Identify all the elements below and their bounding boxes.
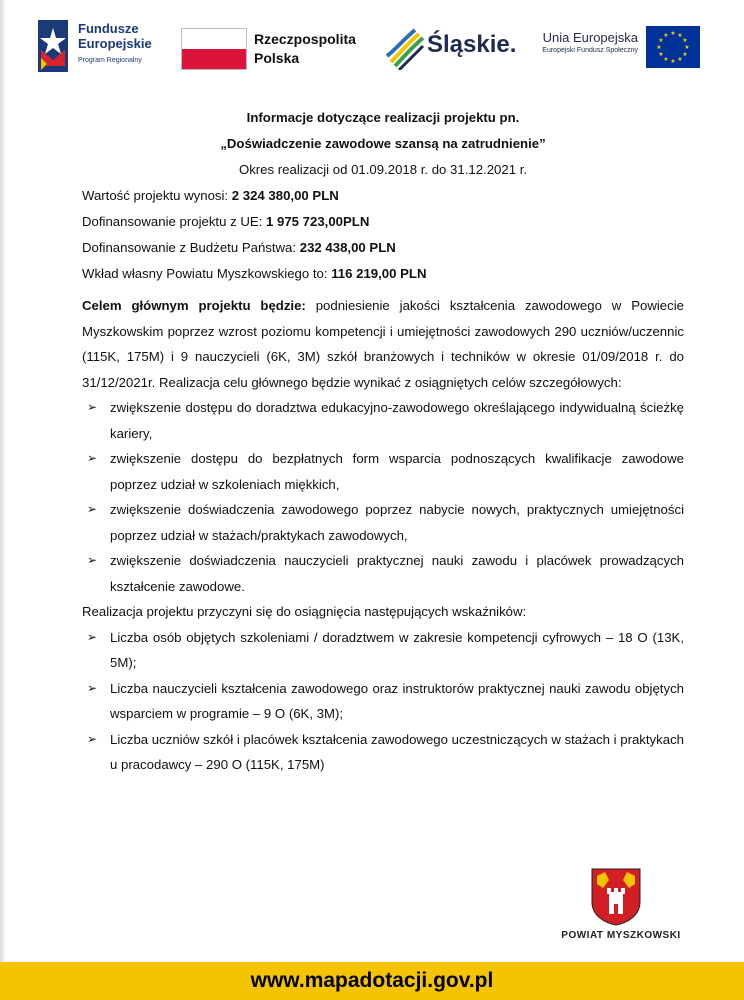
eu-flag-icon — [646, 26, 700, 68]
fundusze-line2: Europejskie — [78, 36, 152, 51]
title-line2: „Doświadczenie zawodowe szansą na zatrudnienie” — [220, 136, 546, 151]
polish-flag-icon — [181, 28, 247, 70]
slaskie-logo — [385, 18, 515, 74]
svg-text:★: ★ — [658, 37, 664, 44]
svg-text:★: ★ — [682, 37, 688, 44]
footer-url[interactable]: www.mapadotacji.gov.pl — [250, 969, 494, 992]
fin-label: Wartość projektu wynosi: — [82, 188, 232, 203]
fin-label: Dofinansowanie projektu z UE: — [82, 214, 266, 229]
powiat-myszkowski-emblem — [555, 868, 687, 948]
slaskie-stripes-icon — [385, 26, 425, 70]
indicators-intro: Realizacja projektu przyczyni się do osiągnięcia następujących wskaźników: — [82, 604, 527, 619]
svg-text:★: ★ — [663, 56, 669, 63]
svg-text:★: ★ — [656, 44, 662, 51]
footer-url-banner — [0, 962, 744, 1000]
fin-label: Dofinansowanie z Budżetu Państwa: — [82, 240, 300, 255]
svg-text:★: ★ — [684, 44, 690, 51]
list-item: ➢ zwiększenie doświadczenia zawodowego poprzez nabycie nowych, praktycznych umiejętności poprzez udział w stażach/praktykach zawodowych, — [82, 497, 684, 548]
svg-text:★: ★ — [670, 30, 676, 37]
svg-text:★: ★ — [663, 32, 669, 39]
fundusze-star-icon — [38, 20, 74, 72]
unia-europejska-logo — [522, 18, 706, 74]
svg-text:★: ★ — [658, 51, 664, 58]
svg-text:★: ★ — [682, 51, 688, 58]
title-line1: Informacje dotyczące realizacji projektu pn. — [246, 110, 520, 125]
state-budget-row — [82, 235, 684, 261]
list-item: ➢ zwiększenie doświadczenia nauczycieli praktycznej nauki zawodu i placówek prowadzących kształcenie zawodowe. — [82, 548, 684, 599]
svg-text:★: ★ — [677, 32, 683, 39]
rp-line2: Polska — [254, 50, 300, 66]
fin-value: 232 438,00 PLN — [299, 240, 396, 255]
fin-value: 1 975 723,00PLN — [266, 214, 370, 229]
own-contribution-row — [82, 261, 684, 287]
fin-label: Wkład własny Powiatu Myszkowskiego to: — [82, 266, 332, 281]
fin-value: 2 324 380,00 PLN — [231, 188, 339, 203]
main-goal-paragraph — [82, 293, 684, 395]
eu-funding-row — [82, 209, 684, 235]
emblem-text: POWIAT MYSZKOWSKI — [561, 930, 681, 941]
fundusze-line1: Fundusze — [78, 21, 139, 36]
list-item: ➢ Liczba uczniów szkół i placówek kształcenia zawodowego uczestniczących w stażach i praktykach u pracodawcy – 290 O (115K, 175M) — [82, 727, 684, 778]
goal-label: Celem głównym projektu będzie: — [82, 298, 306, 313]
specific-goals-list — [82, 395, 684, 599]
ue-line2: Europejski Fundusz Społeczny — [542, 47, 638, 54]
list-item: ➢ Liczba nauczycieli kształcenia zawodowego oraz instruktorów praktycznej nauki zawodu objętych wsparciem w programie – 9 O (6K, 3M); — [82, 676, 684, 727]
list-item: ➢ Liczba osób objętych szkoleniami / doradztwem w zakresie kompetencji cyfrowych – 18 O (13K, 5M); — [82, 625, 684, 676]
ue-line1: Unia Europejska — [542, 30, 638, 45]
indicators-list — [82, 625, 684, 778]
project-info-document — [82, 105, 684, 778]
rp-line1: Rzeczpospolita — [254, 31, 356, 47]
page-edge-shadow — [0, 0, 6, 962]
svg-text:★: ★ — [677, 56, 683, 63]
goal-text: podniesienie jakości kształcenia zawodowego w Powiecie Myszkowskim poprzez wzrost poziomu kompetencji i umiejętności zawodowych 290 uczniów/uczennic (115K, 175M) i 9 nauczycieli (6K, 3M) szkół branżowych i techników w okresie 01/09/2018 r. do 31/12/2021r. Realizacja celu głównego będzie wynikać z osiągniętych celów szczegółowych: — [82, 298, 684, 390]
fin-value: 116 219,00 PLN — [331, 266, 427, 281]
slaskie-text: Śląskie. — [427, 31, 517, 58]
project-period: Okres realizacji od 01.09.2018 r. do 31.12.2021 r. — [238, 162, 528, 177]
fundusze-europejskie-logo — [38, 18, 168, 74]
coat-of-arms-icon — [591, 868, 641, 926]
logo-bar — [38, 18, 706, 78]
project-value-row — [82, 183, 684, 209]
list-item: ➢ zwiększenie dostępu do bezpłatnych form wsparcia podnoszących kwalifikacje zawodowe poprzez udział w szkoleniach miękkich, — [82, 446, 684, 497]
rzeczpospolita-polska-logo — [181, 18, 381, 74]
svg-text:★: ★ — [670, 58, 676, 65]
fundusze-line3: Program Regionalny — [78, 57, 142, 64]
list-item: ➢ zwiększenie dostępu do doradztwa edukacyjno-zawodowego określającego indywidualną ścieżkę kariery, — [82, 395, 684, 446]
